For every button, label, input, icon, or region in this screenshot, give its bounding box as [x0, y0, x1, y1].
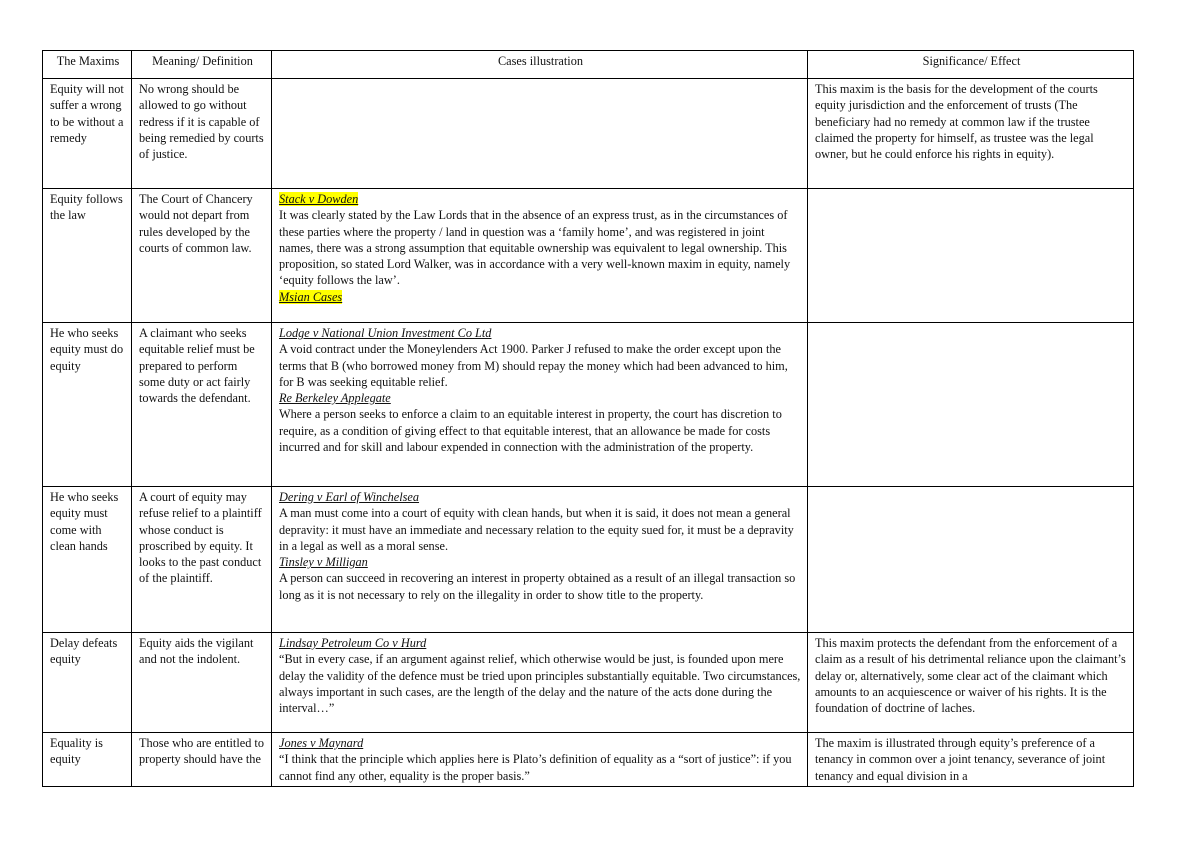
- meaning-cell: The Court of Chancery would not depart from rules developed by the courts of common law.: [132, 189, 272, 323]
- maxim-cell: Equality is equity: [43, 733, 132, 787]
- case-text: Where a person seeks to enforce a claim to an equitable interest in property, the court has discretion to require, as a condition of giving effect to that equitable interest, that an allowance be made for costs incurred and for skill and labour expended in connection with the administration of the property.: [279, 407, 782, 455]
- table-row: [43, 487, 1134, 633]
- header-maxims: The Maxims: [43, 51, 132, 79]
- table-row: [43, 633, 1134, 733]
- significance-cell: [808, 189, 1134, 323]
- cases-cell: [272, 733, 808, 787]
- table-row: [43, 79, 1134, 189]
- maxim-cell: Equity will not suffer a wrong to be without a remedy: [43, 79, 132, 189]
- case-title-lodge: Lodge v National Union Investment Co Ltd: [279, 326, 492, 340]
- case-text: It was clearly stated by the Law Lords that in the absence of an express trust, as in the circumstances of these parties where the property / land in question was a ‘family home’, and was registered in joint names, there was a strong assumption that equitable ownership was equivalent to legal ownership. This proposition, so stated Lord Walker, was in accordance with a very well-known maxim in equity, namely ‘equity follows the law’.: [279, 208, 791, 288]
- cases-cell: [272, 79, 808, 189]
- header-meaning: Meaning/ Definition: [132, 51, 272, 79]
- significance-cell: [808, 323, 1134, 487]
- header-cases: Cases illustration: [272, 51, 808, 79]
- maxim-cell: Delay defeats equity: [43, 633, 132, 733]
- cases-cell: [272, 633, 808, 733]
- case-title-lindsay: Lindsay Petroleum Co v Hurd: [279, 636, 427, 650]
- maxims-table: [42, 50, 1134, 787]
- maxim-cell: He who seeks equity must do equity: [43, 323, 132, 487]
- case-title-tinsley: Tinsley v Milligan: [279, 555, 368, 570]
- meaning-cell: No wrong should be allowed to go without redress if it is capable of being remedied by courts of justice.: [132, 79, 272, 189]
- case-title-dering: Dering v Earl of Winchelsea: [279, 490, 420, 504]
- case-text: “I think that the principle which applies here is Plato’s definition of equality as a “sort of justice”: if you cannot find any other, equality is the proper basis.”: [279, 752, 792, 783]
- cases-cell: [272, 189, 808, 323]
- case-text: “But in every case, if an argument against relief, which otherwise would be just, is founded upon mere delay the validity of the defence must be tried upon principles substantially equitable. Two circumstances, always important in such cases, are the length of the delay and the nature of the acts done during the interval…”: [279, 652, 801, 716]
- maxim-cell: Equity follows the law: [43, 189, 132, 323]
- table-row: [43, 733, 1134, 787]
- maxims-table-container: [42, 50, 1133, 787]
- case-title-stack-v-dowden: Stack v Dowden: [279, 192, 359, 206]
- case-text: A man must come into a court of equity with clean hands, but when it is said, it does not mean a general depravity: it must have an immediate and necessary relation to the equity sued for, it must be a depravity in a legal as well as a moral sense.: [279, 506, 794, 553]
- case-title-jones: Jones v Maynard: [279, 736, 364, 750]
- significance-cell: [808, 487, 1134, 633]
- cases-cell: [272, 487, 808, 633]
- meaning-cell: A court of equity may refuse relief to a plaintiff whose conduct is proscribed by equity. It looks to the past conduct of the plaintiff.: [132, 487, 272, 633]
- significance-cell: This maxim is the basis for the development of the courts equity jurisdiction and the enforcement of trusts (The beneficiary had no remedy at common law if the trustee claimed the property for himself, as trustee was the legal owner, but he could enforce his rights in equity).: [808, 79, 1134, 189]
- header-significance: Significance/ Effect: [808, 51, 1134, 79]
- meaning-cell: Those who are entitled to property should have the: [132, 733, 272, 787]
- significance-cell: This maxim protects the defendant from the enforcement of a claim as a result of his detrimental reliance upon the claimant’s delay or, alternatively, some clear act of the claimant which amounts to an acquiescence or waiver of his rights. It is the foundation of doctrine of laches.: [808, 633, 1134, 733]
- significance-cell: The maxim is illustrated through equity’s preference of a tenancy in common over a joint tenancy, severance of joint tenancy and equal division in a: [808, 733, 1134, 787]
- header-row: [43, 51, 1134, 79]
- cases-cell: [272, 323, 808, 487]
- case-title-re-berkeley-applegate: Re Berkeley Applegate: [279, 391, 391, 406]
- case-text: A person can succeed in recovering an interest in property obtained as a result of an illegal transaction so long as it is not necessary to rely on the illegality in order to show title to the property.: [279, 571, 796, 602]
- meaning-cell: Equity aids the vigilant and not the indolent.: [132, 633, 272, 733]
- maxim-cell: He who seeks equity must come with clean hands: [43, 487, 132, 633]
- table-row: [43, 189, 1134, 323]
- case-title-msian-cases: Msian Cases: [279, 289, 343, 304]
- case-text: A void contract under the Moneylenders Act 1900. Parker J refused to make the order except upon the terms that B (who borrowed money from M) should repay the money which had been advanced to him, for B was seeking equitable relief.: [279, 342, 788, 389]
- meaning-cell: A claimant who seeks equitable relief must be prepared to perform some duty or act fairly towards the defendant.: [132, 323, 272, 487]
- table-row: [43, 323, 1134, 487]
